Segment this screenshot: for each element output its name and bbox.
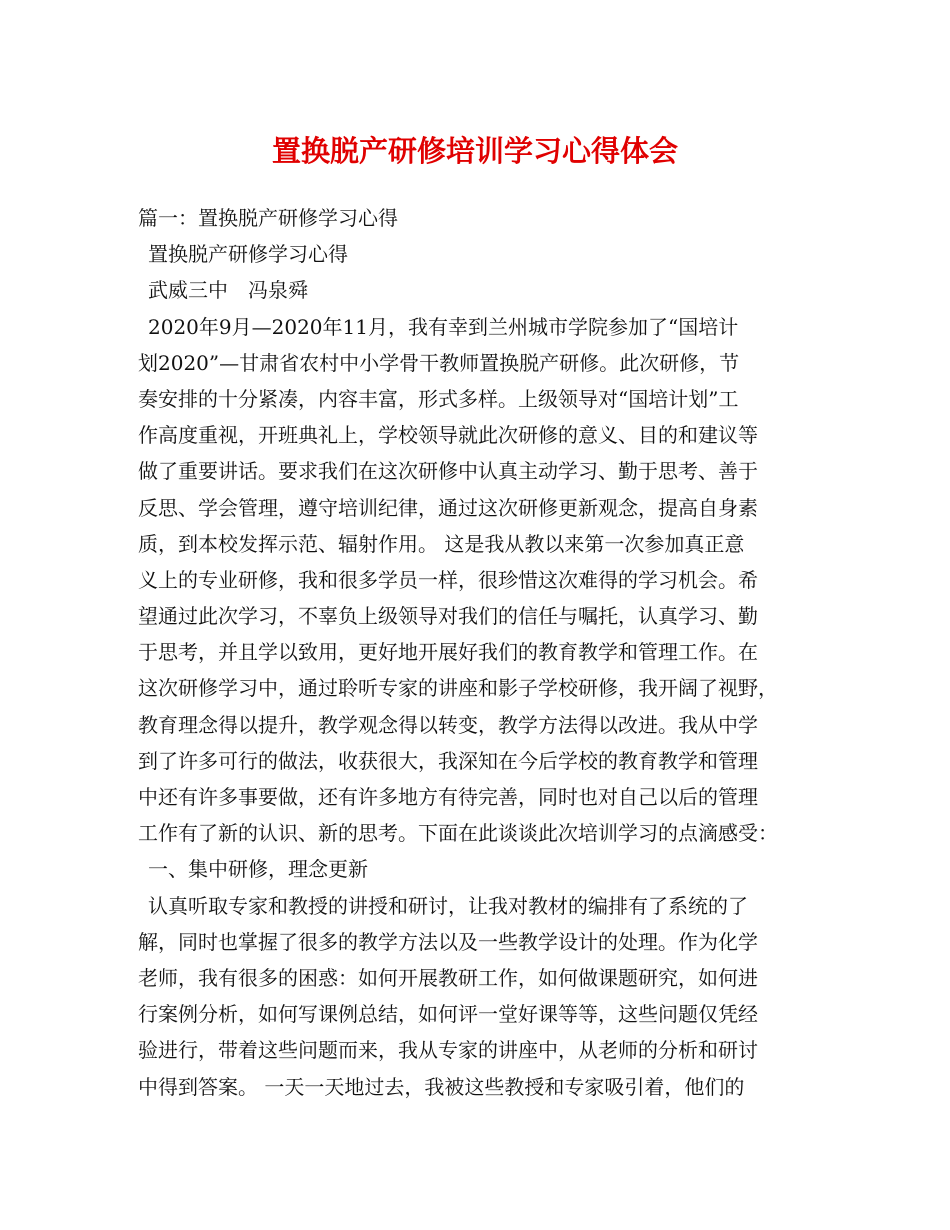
paragraph-line: 工作有了新的认识、新的思考。下面在此谈谈此次培训学习的点滴感受： bbox=[138, 821, 778, 846]
subtitle: 置换脱产研修学习心得 bbox=[148, 242, 348, 267]
paragraph-line: 望通过此次学习，不辜负上级领导对我们的信任与嘱托，认真学习、勤 bbox=[138, 604, 758, 629]
section-heading: 篇一：置换脱产研修学习心得 bbox=[138, 206, 398, 230]
paragraph-line: 奏安排的十分紧凑，内容丰富，形式多样。上级领导对“国培计划”工 bbox=[138, 386, 739, 411]
paragraph-line: 认真听取专家和教授的讲授和研讨，让我对教材的编排有了系统的了 bbox=[148, 893, 748, 918]
paragraph-line: 验进行，带着这些问题而来，我从专家的讲座中，从老师的分析和研讨 bbox=[138, 1038, 758, 1063]
section-heading: 一、集中研修，理念更新 bbox=[148, 857, 368, 882]
author-line: 武威三中 冯泉舜 bbox=[148, 278, 308, 303]
paragraph-line: 这次研修学习中，通过聆听专家的讲座和影子学校研修，我开阔了视野， bbox=[138, 676, 778, 701]
paragraph-line: 老师，我有很多的困惑：如何开展教研工作，如何做课题研究，如何进 bbox=[138, 965, 758, 990]
paragraph-line: 作高度重视，开班典礼上，学校领导就此次研修的意义、目的和建议等 bbox=[138, 423, 758, 448]
paragraph-line: 中还有许多事要做，还有许多地方有待完善，同时也对自己以后的管理 bbox=[138, 785, 758, 809]
paragraph-line: 解，同时也掌握了很多的教学方法以及一些教学设计的处理。作为化学 bbox=[138, 929, 758, 954]
paragraph-line: 于思考，并且学以致用，更好地开展好我们的教育教学和管理工作。在 bbox=[138, 640, 758, 665]
paragraph-line: 中得到答案。 一天一天地过去，我被这些教授和专家吸引着，他们的 bbox=[138, 1074, 745, 1099]
paragraph-line: 质，到本校发挥示范、辐射作用。 这是我从教以来第一次参加真正意 bbox=[138, 531, 745, 556]
paragraph-line: 到了许多可行的做法，收获很大，我深知在今后学校的教育教学和管理 bbox=[138, 748, 758, 773]
paragraph-line: 反思、学会管理，遵守培训纪律，通过这次研修更新观念，提高自身素 bbox=[138, 495, 758, 520]
paragraph-line: 教育理念得以提升，教学观念得以转变，教学方法得以改进。我从中学 bbox=[138, 712, 758, 737]
paragraph-line: 行案例分析，如何写课例总结，如何评一堂好课等等，这些问题仅凭经 bbox=[138, 1002, 758, 1027]
paragraph-line: 划2020”—甘肃省农村中小学骨干教师置换脱产研修。此次研修，节 bbox=[138, 350, 740, 375]
document-body bbox=[138, 200, 828, 1105]
paragraph-line: 2020年9月—2020年11月，我有幸到兰州城市学院参加了“国培计 bbox=[148, 314, 739, 339]
document-title: 置换脱产研修培训学习心得体会 bbox=[271, 134, 678, 168]
paragraph-line: 义上的专业研修，我和很多学员一样，很珍惜这次难得的学习机会。希 bbox=[138, 567, 758, 592]
paragraph-line: 做了重要讲话。要求我们在这次研修中认真主动学习、勤于思考、善于 bbox=[138, 459, 758, 484]
